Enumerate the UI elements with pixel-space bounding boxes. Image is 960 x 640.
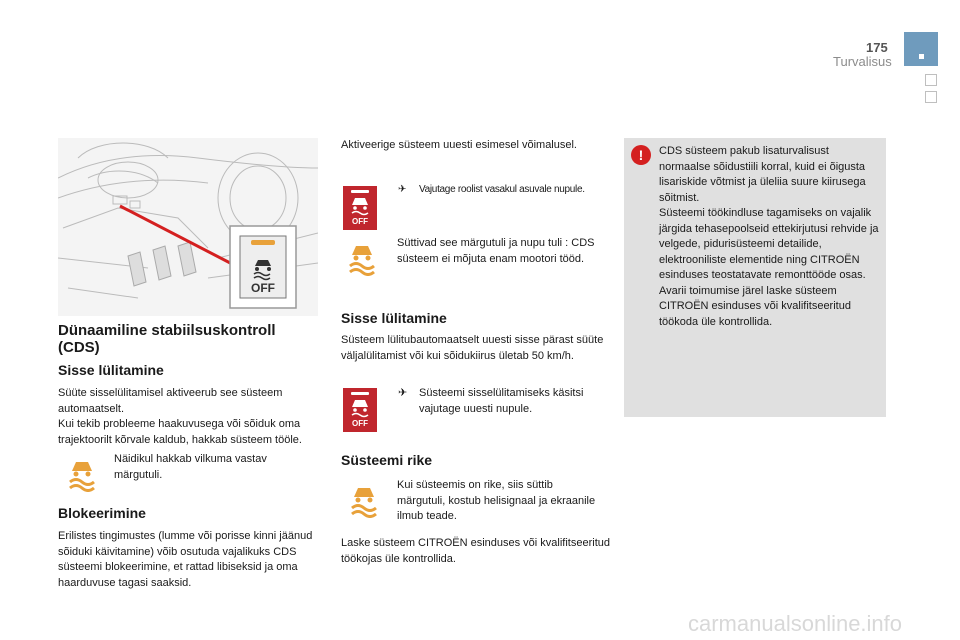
off-icon-1-label: OFF: [352, 217, 368, 226]
intro-text: Aktiveerige süsteem uuesti esimesel võimalusel.: [341, 139, 577, 151]
cds-symbol: [66, 458, 98, 492]
warning-icon: !: [631, 145, 651, 165]
fault-icon-note: Kui süsteemis on rike, siis süttib märgutuli, kostub helisignaal ja ekraanile ilmub teade.: [397, 479, 596, 522]
tab-marker: [919, 54, 924, 59]
heading-block: Blokeerimine: [58, 505, 146, 521]
bullet-text-2: Süsteemi sisselülitamiseks käsitsi vajutage uuesti nupule.: [419, 387, 584, 415]
cds-warning-icon-2: [346, 242, 378, 276]
switch-on-text: Süüte sisselülitamisel aktiveerub see süsteem automaatselt. Kui tekib probleeme haakuvusega või sõiduk oma trajektoorilt kõrvale kaldub, hakkab süsteem tööle.: [58, 387, 302, 446]
block-text: Erilistes tingimustes (lumme või porisse kinni jäänud sõiduki käivitamine) võib osutuda vajalikuks CDS süsteemi blokeerimine, et rattad libiseksid ja oma haarduvuse tagasi saaksid.: [58, 530, 313, 589]
bullet-glyph-1: ✈: [398, 184, 407, 195]
off-icon-2: [343, 388, 377, 432]
fault-text: Laske süsteem CITROËN esinduses või kvalifitseeritud töökojas üle kontrollida.: [341, 537, 610, 565]
cds-symbol-3: [348, 484, 380, 518]
bullet-glyph-2: ✈: [398, 387, 408, 399]
bullet-text-1: Vajutage roolist vasakul asuvale nupule.: [419, 184, 585, 195]
off-icon-1: [343, 186, 377, 230]
dashboard-drawing: [58, 138, 318, 316]
off-icon-2-label: OFF: [352, 419, 368, 428]
cds-symbol-2: [346, 242, 378, 276]
dashboard-illustration: [58, 138, 318, 316]
cds-warning-icon: [66, 458, 98, 492]
warning-text: CDS süsteem pakub lisaturvalisust normaalse sõidustiili korral, kuid ei õigusta lisariskide võtmist ja üleliia suure kiirusega sõitmist. Süsteemi töökindluse tagamiseks on vajalik järgida tehasepoolseid ettekirjutusi rehvide ja velgede, pidurisüsteemi detailide, elektrooniliste elementide ning CITROËN esinduses teostatavate remonttööde osas. Avarii toimumise järel laske süsteem CITROËN esinduses või kvalifitseeritud töökoda üle kontrollida.: [659, 145, 879, 328]
page-number: 175: [866, 40, 888, 55]
icon-note-1: Näidikul hakkab vilkuma vastav märgutuli.: [114, 453, 267, 481]
page-box-1: [925, 74, 937, 86]
section-title: Turvalisus: [833, 54, 892, 69]
main-title: Dünaamiline stabiilsuskontroll (CDS): [58, 322, 276, 356]
switch-on-text-2: Süsteem lülitubautomaatselt uuesti sisse pärast süüte väljalülitamist või kui sõidukiirus ületab 50 km/h.: [341, 334, 604, 362]
page-box-2: [925, 91, 937, 103]
cds-warning-icon-3: [348, 484, 380, 518]
section-tab: [904, 32, 938, 66]
watermark: carmanualsonline.info: [688, 611, 903, 636]
heading-fault: Süsteemi rike: [341, 452, 433, 468]
heading-switch-on: Sisse lülitamine: [58, 362, 164, 378]
icon-note-2: Süttivad see märgutuli ja nupu tuli : CDS süsteem ei mõjuta enam mootori tööd.: [397, 237, 595, 265]
off-button-label: OFF: [251, 281, 275, 295]
heading-switch-on-2: Sisse lülitamine: [341, 310, 447, 326]
